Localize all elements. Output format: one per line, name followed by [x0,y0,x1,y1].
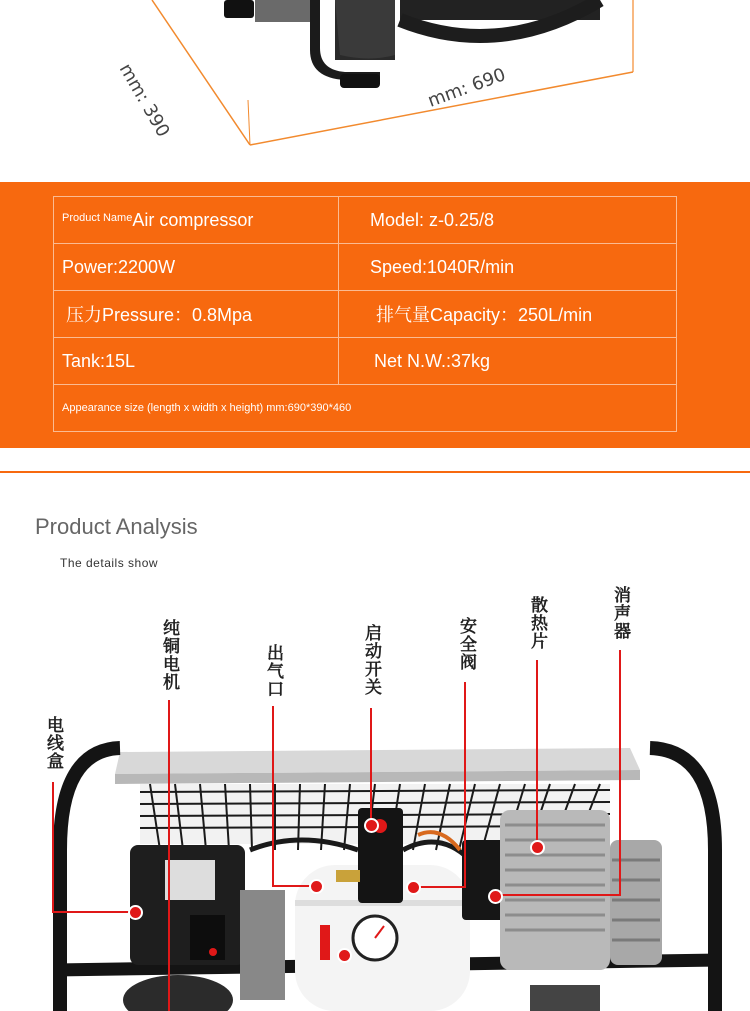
callout-heat-sink-label: 散热片 [527,596,547,650]
callout-air-outlet-label: 出气口 [263,644,283,698]
section-subtitle: The details show [60,556,159,570]
width-dimension-label: mm: 690 [425,64,509,112]
section-divider [0,471,750,473]
callout-start-switch-label: 启动开关 [361,624,381,696]
spec-table [53,196,677,432]
callout-junction-box-label: 电线盒 [43,716,63,770]
callout-start-switch-leader [370,708,372,823]
column-divider [338,291,339,337]
callout-heat-sink-leader [536,660,538,845]
callout-heat-sink-dot [530,840,545,855]
column-divider [338,197,339,243]
callout-air-outlet-leader-h [272,885,312,887]
spec-row-1 [54,197,676,244]
product-name-caption: Product Name [62,212,133,224]
callout-muffler-leader [619,650,621,895]
appearance-cell: Appearance size (length x width x height) mm:690*390*460 [62,402,352,414]
callout-air-outlet-dot [309,879,324,894]
power-cell: Power:2200W [62,256,176,277]
callout-air-outlet-leader [272,706,274,886]
capacity-cell: 排气量Capacity：250L/min [376,305,593,325]
spec-row-4 [54,338,676,385]
callout-copper-motor-leader [168,700,170,1011]
callout-muffler-label: 消声器 [610,586,630,640]
net-weight-cell: Net N.W.:37kg [374,350,491,371]
tank-cell: Tank:15L [62,350,136,371]
pressure-cell: 压力Pressure：0.8Mpa [66,305,253,325]
depth-dimension-label: mm: 390 [114,60,174,141]
callout-muffler-leader-h [496,894,621,896]
spec-row-2 [54,244,676,291]
callout-safety-valve-leader [464,682,466,887]
product-name-value: Air compressor [132,209,254,230]
product-name-cell [62,197,253,243]
spec-row-3 [54,291,676,338]
column-divider [338,244,339,290]
callout-safety-valve-dot [406,880,421,895]
callout-junction-box-leader [52,782,54,912]
callout-copper-motor-label: 纯铜电机 [159,619,179,691]
callout-start-switch-dot [364,818,379,833]
model-cell: Model: z-0.25/8 [370,209,495,230]
compressor-photo [0,700,750,1011]
callout-junction-box-leader-h [52,911,132,913]
dimension-drawing [0,0,750,182]
callout-junction-box-dot [128,905,143,920]
spec-row-5 [54,385,676,431]
compressor-bottom-illustration [0,0,750,182]
speed-cell: Speed:1040R/min [370,256,515,277]
pressure-gauge-dot [337,948,352,963]
callout-muffler-dot [488,889,503,904]
column-divider [338,338,339,384]
spec-band [0,182,750,448]
section-title: Product Analysis [35,514,198,539]
callout-safety-valve-label: 安全阀 [456,617,476,671]
